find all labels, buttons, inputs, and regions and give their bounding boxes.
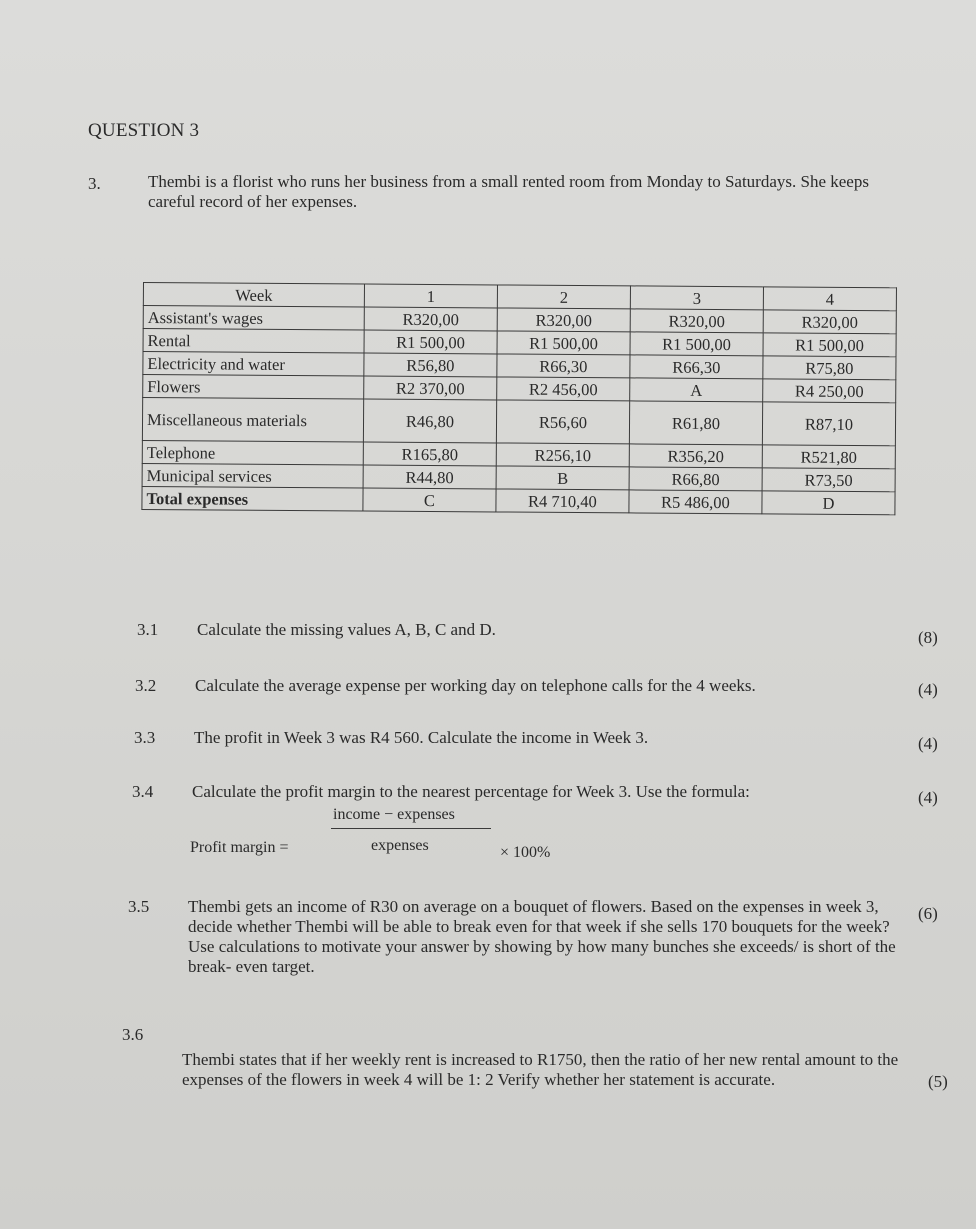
formula-numerator: income − expenses — [333, 806, 455, 823]
table-cell: R75,80 — [763, 356, 896, 380]
subquestion-text: Calculate the profit margin to the nearest percentage for Week 3. Use the formula: — [192, 782, 750, 801]
table-cell: R61,80 — [629, 401, 762, 445]
row-label: Rental — [143, 329, 364, 354]
subquestion-3-6 — [182, 1050, 912, 1120]
table-cell: R1 500,00 — [763, 333, 896, 357]
row-label: Flowers — [143, 375, 364, 400]
subquestion-3-6-number — [122, 1025, 912, 1049]
table-cell: R165,80 — [363, 442, 496, 466]
formula-label: Profit margin = — [190, 839, 289, 856]
table-cell: R4 710,40 — [496, 489, 629, 513]
table-cell: R66,30 — [497, 354, 630, 378]
subquestion-3-4 — [132, 782, 902, 806]
table-header-cell: Week — [143, 283, 364, 308]
table-cell: R256,10 — [496, 443, 629, 467]
subquestion-text: Thembi states that if her weekly rent is increased to R1750, then the ratio of her new rental amount to the expenses of the flowers in week 4 will be 1: 2 Verify whether her statement is accurate. — [182, 1050, 899, 1089]
table-cell: R521,80 — [762, 445, 895, 469]
subquestion-3-2 — [135, 676, 905, 700]
table-cell: R356,20 — [629, 444, 762, 468]
row-label: Total expenses — [142, 486, 363, 511]
marks-3-1: (8) — [918, 628, 938, 647]
table-cell: C — [363, 488, 496, 512]
table-cell: R4 250,00 — [763, 379, 896, 403]
table-cell: R1 500,00 — [497, 331, 630, 355]
table-header-cell: 2 — [497, 285, 630, 309]
intro-number: 3. — [88, 174, 101, 193]
table-cell: R46,80 — [363, 399, 496, 443]
row-label: Municipal services — [142, 463, 363, 488]
table-cell: R2 456,00 — [497, 377, 630, 401]
table-cell: R1 500,00 — [630, 332, 763, 356]
formula-denominator: expenses — [371, 837, 429, 854]
row-label: Assistant's wages — [143, 306, 364, 331]
table-cell: R87,10 — [762, 402, 895, 446]
table-cell: R2 370,00 — [364, 376, 497, 400]
row-label: Telephone — [142, 440, 363, 465]
marks-3-2: (4) — [918, 680, 938, 699]
subquestion-3-1 — [137, 620, 897, 644]
row-label: Miscellaneous materials — [142, 398, 363, 443]
table-cell: R320,00 — [364, 307, 497, 331]
subquestion-number: 3.3 — [134, 728, 156, 747]
table-cell: R56,80 — [364, 353, 497, 377]
row-label: Electricity and water — [143, 352, 364, 377]
table-cell: R73,50 — [762, 468, 895, 492]
table-cell: R320,00 — [763, 310, 896, 334]
table-cell: R1 500,00 — [364, 330, 497, 354]
table-cell: R66,80 — [629, 467, 762, 491]
subquestion-3-5 — [128, 897, 908, 1017]
table-cell: R66,30 — [630, 355, 763, 379]
marks-3-3: (4) — [918, 734, 938, 753]
table-header-cell: 1 — [364, 284, 497, 308]
marks-3-4: (4) — [918, 788, 938, 807]
table-total-row — [142, 486, 895, 514]
table-cell: A — [630, 378, 763, 402]
subquestion-text: Calculate the missing values A, B, C and D. — [197, 620, 496, 639]
marks-3-5: (6) — [918, 904, 938, 923]
subquestion-text: Calculate the average expense per working day on telephone calls for the 4 weeks. — [195, 676, 756, 695]
table-cell: R5 486,00 — [629, 490, 762, 514]
table-row — [142, 398, 895, 446]
subquestion-number: 3.5 — [128, 897, 150, 916]
marks-3-6: (5) — [928, 1072, 948, 1091]
table-header-cell: 3 — [630, 286, 763, 310]
table-cell: R56,60 — [496, 400, 629, 444]
table-header-cell: 4 — [763, 287, 896, 311]
intro-text: Thembi is a florist who runs her business from a small rented room from Monday to Saturdays. She keeps careful record of her expenses. — [148, 172, 869, 211]
subquestion-text: The profit in Week 3 was R4 560. Calculate the income in Week 3. — [194, 728, 649, 747]
question-heading: QUESTION 3 — [88, 120, 200, 141]
formula-multiplier: × 100% — [500, 844, 551, 861]
subquestion-text: Thembi gets an income of R30 on average on a bouquet of flowers. Based on the expenses in week 3, decide whether Thembi will be able to break even for that week if she sells 170 bouquets for the week? Use calculations to motivate your answer by showing by how many bunches she exceeds/ is short of the break- even target. — [188, 897, 896, 976]
subquestion-number: 3.1 — [137, 620, 159, 639]
subquestion-3-3 — [134, 728, 894, 752]
table-cell: R320,00 — [497, 308, 630, 332]
table-cell: R44,80 — [363, 465, 496, 489]
subquestion-number: 3.6 — [122, 1025, 144, 1044]
subquestion-number: 3.2 — [135, 676, 157, 695]
table-cell: D — [762, 491, 895, 515]
table-cell: B — [496, 466, 629, 490]
fraction-bar — [331, 828, 491, 829]
expenses-table — [141, 282, 897, 515]
table-cell: R320,00 — [630, 309, 763, 333]
subquestion-number: 3.4 — [132, 782, 154, 801]
